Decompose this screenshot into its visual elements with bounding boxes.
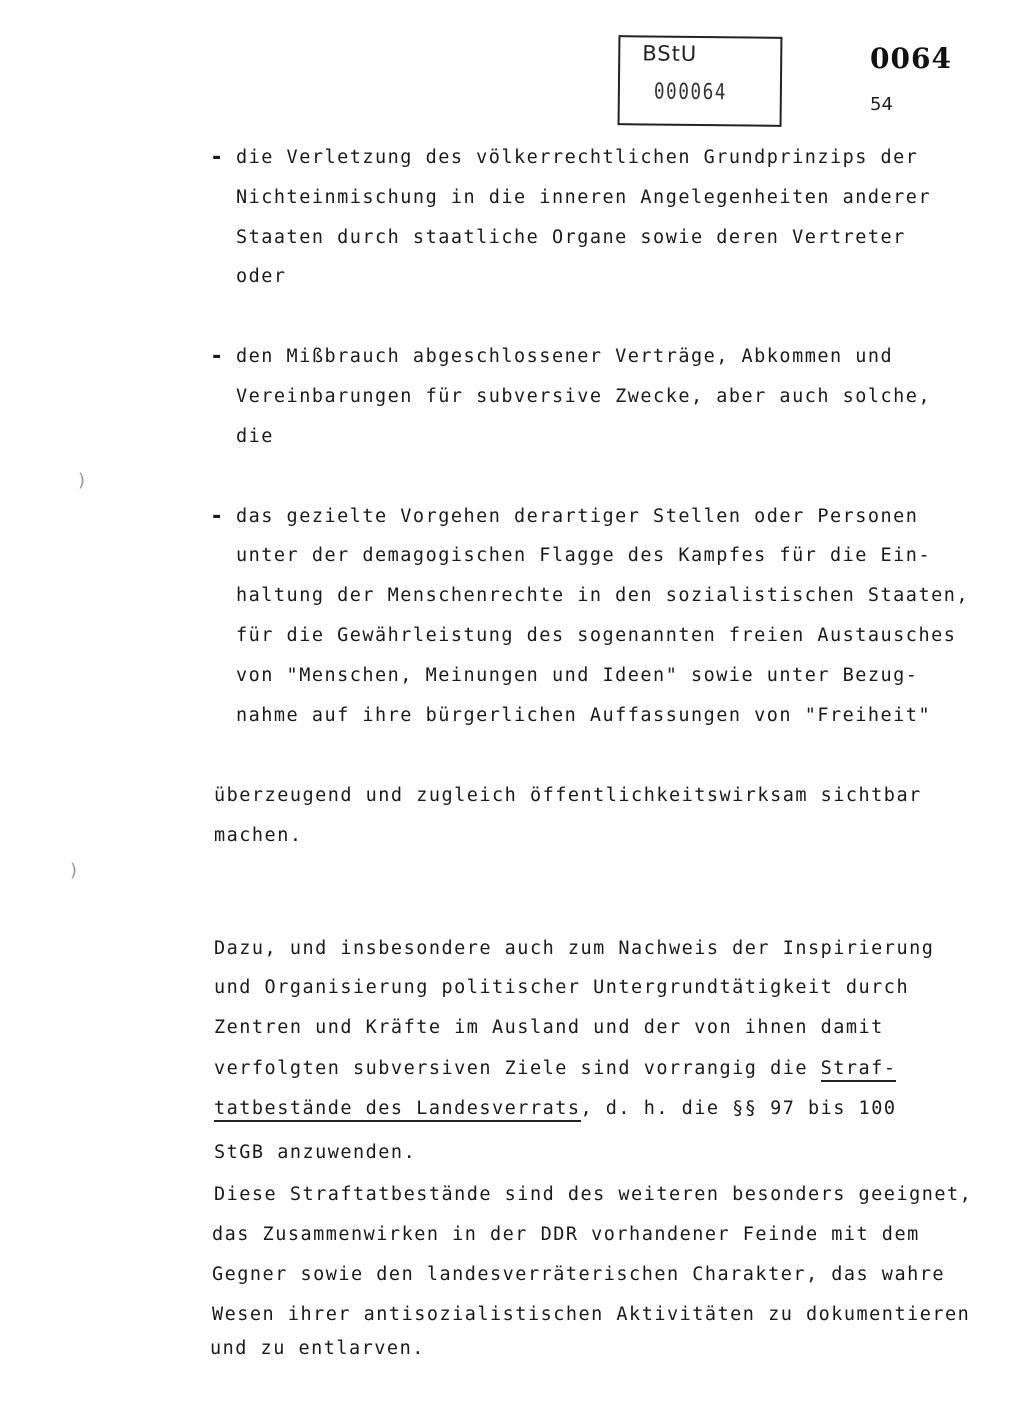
text-line: nahme auf ihre bürgerlichen Auffassungen von "Freiheit"	[236, 705, 932, 726]
text-segment: , d. h. die §§ 97 bis 100	[580, 1098, 897, 1119]
stamp-number: 000064	[653, 79, 728, 106]
bullet-dash: -	[210, 504, 224, 529]
margin-mark: )	[78, 470, 86, 491]
archive-stamp	[618, 35, 783, 127]
text-line: Wesen ihrer antisozialistischen Aktivitäten zu dokumentieren	[212, 1304, 971, 1325]
text-line: Diese Straftatbestände sind des weiteren besonders geeignet,	[214, 1184, 973, 1205]
text-line: den Mißbrauch abgeschlossener Verträge, Abkommen und	[236, 346, 894, 367]
text-segment: verfolgten subversiven Ziele sind vorrangig die	[214, 1058, 821, 1079]
bullet-dash: -	[210, 145, 224, 170]
underlined-term: Straf-	[821, 1058, 897, 1082]
text-line: Gegner sowie den landesverräterischen Charakter, das wahre	[212, 1264, 946, 1285]
text-line	[214, 1097, 896, 1121]
stamp-org: BStU	[642, 41, 698, 66]
text-line: Zentren und Kräfte im Ausland und der von ihnen damit	[214, 1017, 884, 1038]
text-line: Vereinbarungen für subversive Zwecke, aber auch solche,	[236, 386, 932, 407]
text-line: das gezielte Vorgehen derartiger Stellen oder Personen	[236, 506, 919, 527]
text-line: von "Menschen, Meinungen und Ideen" sowie unter Bezug-	[236, 665, 919, 686]
text-line: das Zusammenwirken in der DDR vorhandener Feinde mit dem	[212, 1224, 920, 1245]
underlined-term: tatbestände des Landesverrats	[214, 1098, 581, 1122]
text-line: StGB anzuwenden.	[214, 1142, 417, 1163]
text-line: Staaten durch staatliche Organe sowie deren Vertreter	[236, 227, 906, 248]
text-line: die	[236, 426, 274, 447]
bullet-dash: -	[210, 344, 224, 369]
text-line: machen.	[214, 825, 303, 846]
text-line: haltung der Menschenrechte in den sozialistischen Staaten,	[236, 585, 970, 606]
text-line	[214, 1057, 896, 1081]
text-line: für die Gewährleistung des sogenannten freien Austausches	[236, 625, 957, 646]
archive-number: 0064	[870, 42, 952, 75]
text-line: Dazu, und insbesondere auch zum Nachweis der Inspirierung	[214, 938, 935, 959]
text-line: oder	[236, 266, 287, 287]
page-number: 54	[870, 94, 893, 115]
text-line: unter der demagogischen Flagge des Kampfes für die Ein-	[236, 545, 932, 566]
text-line: und Organisierung politischer Untergrundtätigkeit durch	[214, 977, 910, 998]
text-line: die Verletzung des völkerrechtlichen Grundprinzips der	[236, 147, 919, 168]
text-line: überzeugend und zugleich öffentlichkeitswirksam sichtbar	[214, 785, 922, 806]
text-line: Nichteinmischung in die inneren Angelegenheiten anderer	[236, 187, 932, 208]
text-line: und zu entlarven.	[210, 1338, 425, 1359]
margin-mark: )	[70, 860, 78, 881]
